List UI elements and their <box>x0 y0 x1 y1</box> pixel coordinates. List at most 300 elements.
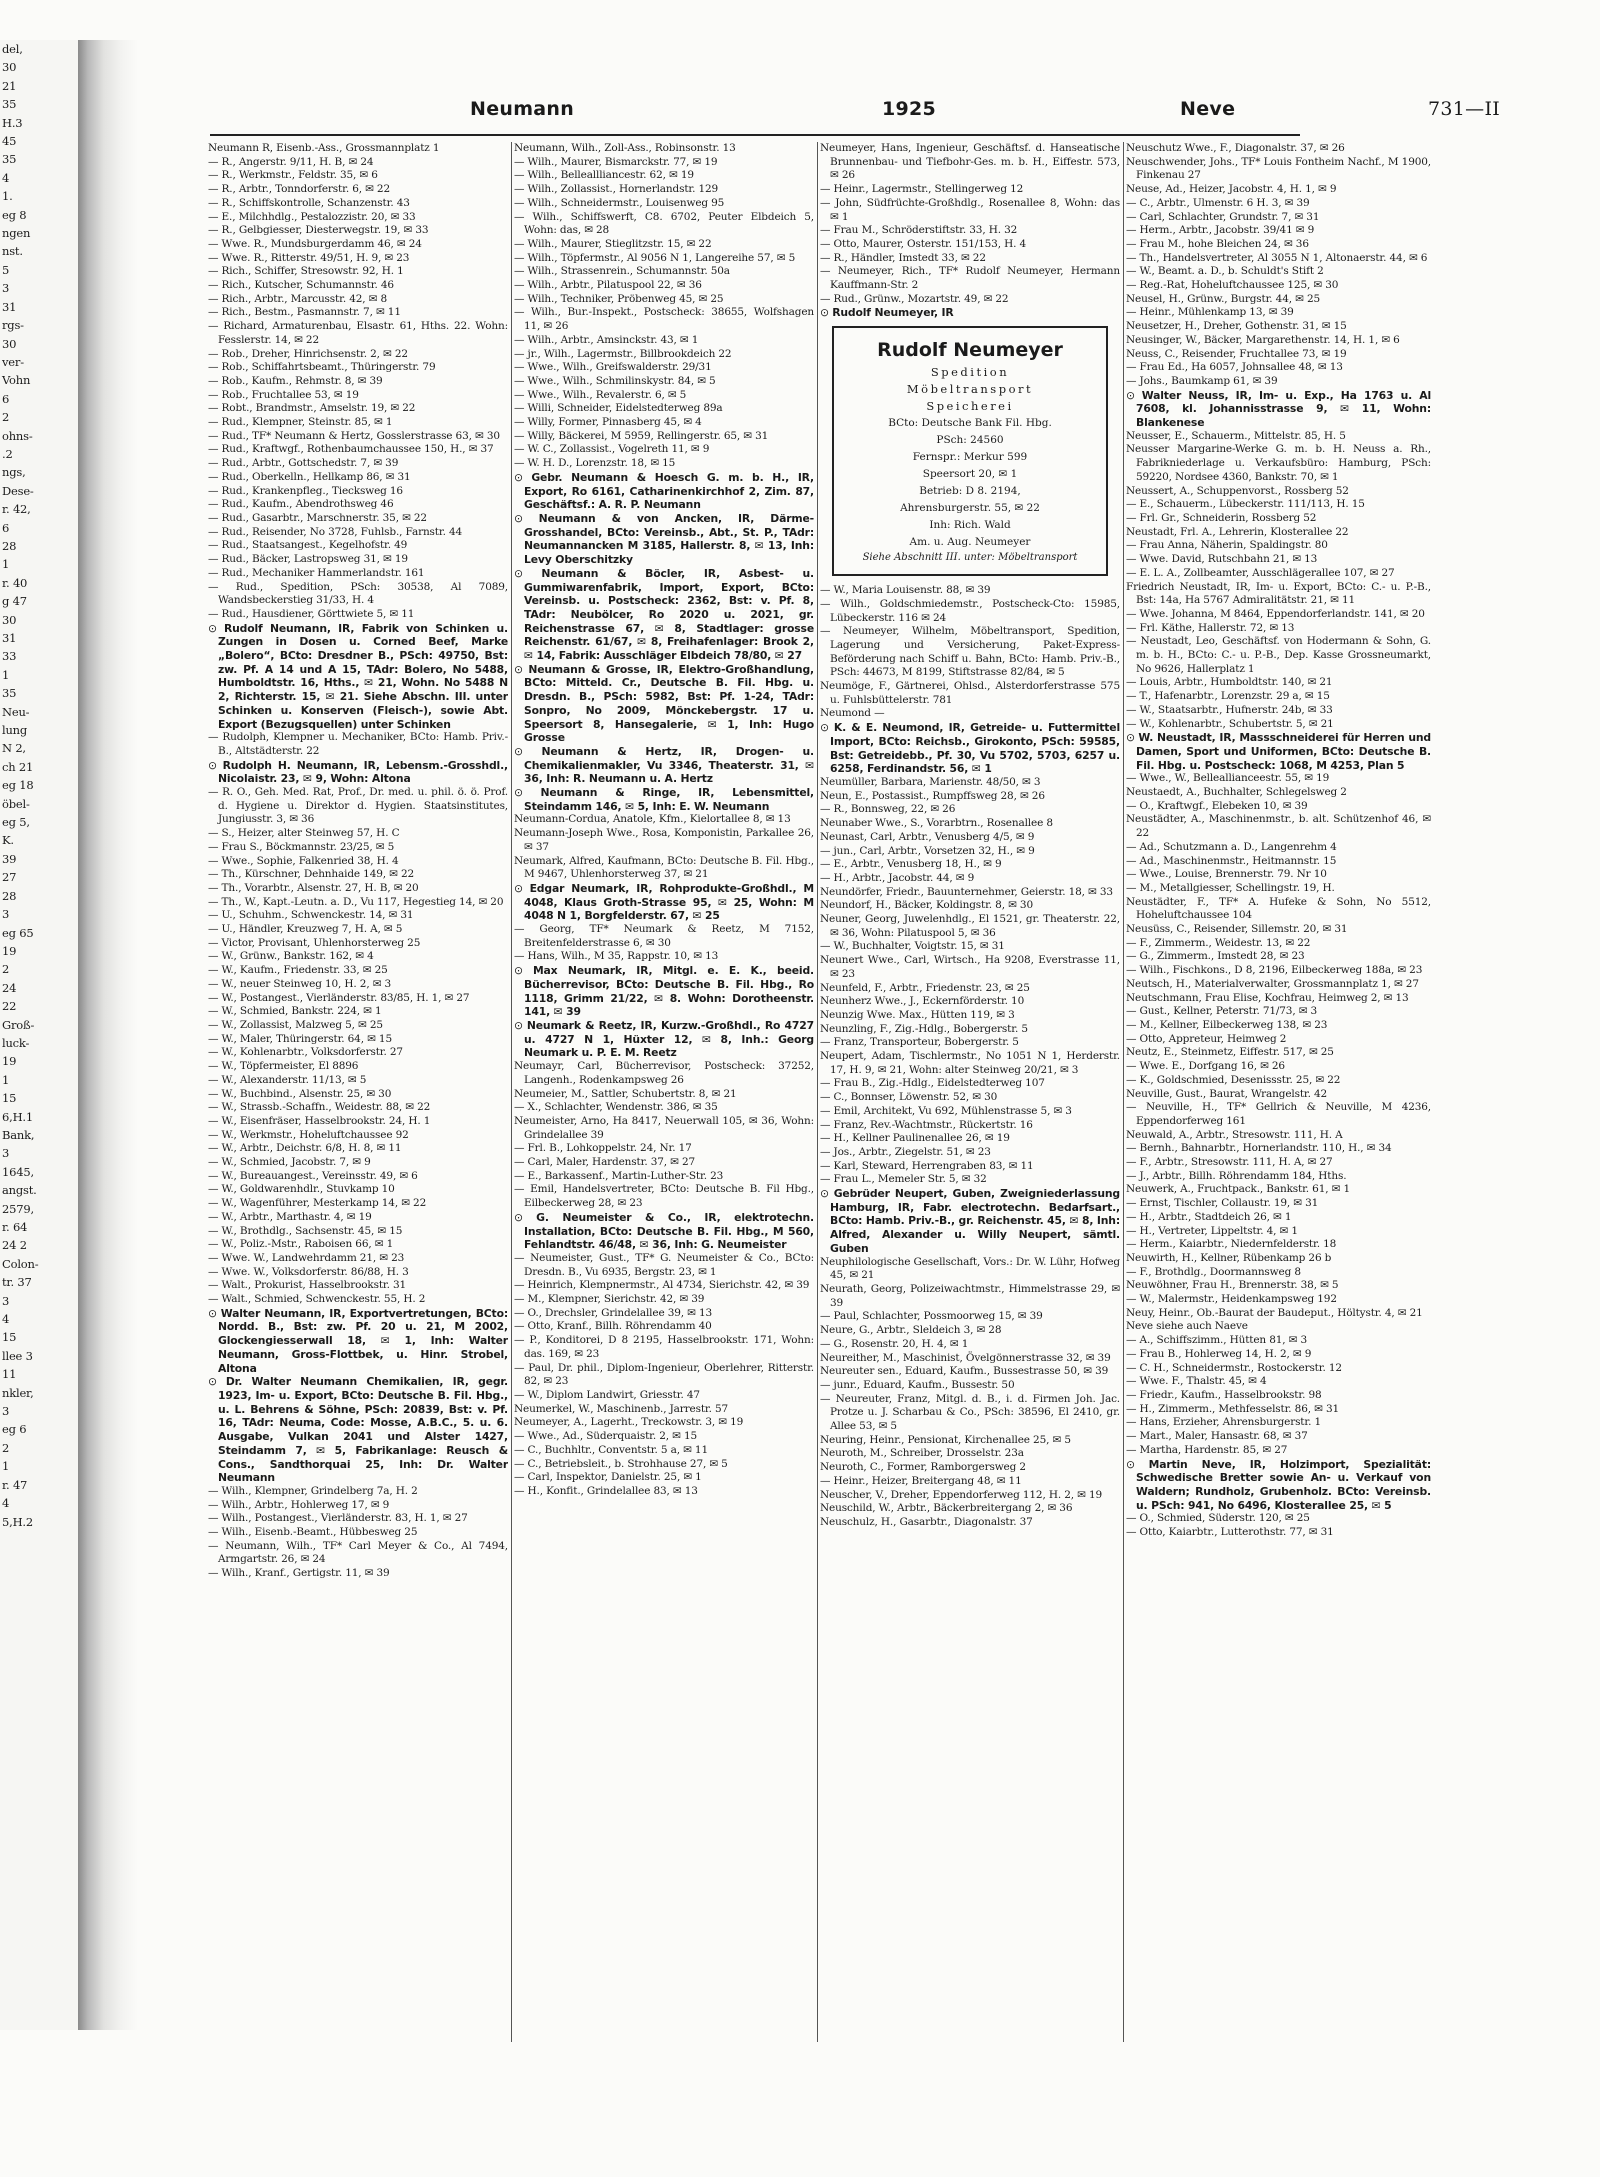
directory-entry: — Wwe., Wilh., Greifswalderstr. 29/31 <box>514 361 712 374</box>
directory-entry: — Otto, Appreteur, Heimweg 2 <box>1126 1032 1287 1045</box>
directory-entry: — R., Schiffskontrolle, Schanzenstr. 43 <box>208 196 410 209</box>
directory-entry: — Heinr., Mühlenkamp 13, ✉ 39 <box>1126 306 1294 319</box>
previous-page-fragment: 5,H.2 <box>2 1514 33 1529</box>
directory-entry: Neustädter, F., TF* A. Hufeke & Sohn, No 5512, Hoheluftchaussee 104 <box>1126 895 1431 922</box>
previous-page-fragment: r. 47 <box>2 1477 28 1492</box>
directory-entry: — Wilh., Maurer, Stieglitzstr. 15, ✉ 22 <box>514 237 712 250</box>
directory-entry: — W., Poliz.-Mstr., Raboisen 66, ✉ 1 <box>208 1238 394 1251</box>
directory-entry: — W., Goldwarenhdlr., Stuvkamp 10 <box>208 1183 395 1196</box>
directory-entry: — X., Schlachter, Wendenstr. 386, ✉ 35 <box>514 1101 718 1114</box>
previous-page-fragment: 6,H.1 <box>2 1109 33 1124</box>
directory-entry: Neuring, Heinr., Pensionat, Kirchenallee 25, ✉ 5 <box>820 1433 1071 1446</box>
previous-page-fragment: 19 <box>2 943 17 958</box>
directory-entry: — Wilh., Goldschmiedemstr., Postscheck-Cto: 15985, Lübeckerstr. 116 ✉ 24 <box>820 597 1120 624</box>
directory-entry: Neumann-Joseph Wwe., Rosa, Komponistin, Parkallee 26, ✉ 37 <box>514 827 814 853</box>
directory-entry: — Rich., Arbtr., Marcusstr. 42, ✉ 8 <box>208 292 387 305</box>
directory-entry: — Walt., Schmied, Schwenckestr. 55, H. 2 <box>208 1293 426 1306</box>
directory-column-3 <box>820 142 1120 2062</box>
directory-entry: — Wilh., Belleallliancestr. 62, ✉ 19 <box>514 169 694 182</box>
previous-page-fragment: 2579, <box>2 1201 34 1216</box>
directory-entry: — E., Milchhdlg., Pestalozzistr. 20, ✉ 33 <box>208 210 416 223</box>
directory-entry: — Frau M., hohe Bleichen 24, ✉ 36 <box>1126 237 1309 250</box>
previous-page-fragment: 2 <box>2 962 10 977</box>
directory-entry: Neuwöhner, Frau H., Brennerstr. 38, ✉ 5 <box>1126 1279 1339 1292</box>
directory-entry: — Victor, Provisant, Uhlenhorsterweg 25 <box>208 936 421 949</box>
previous-page-fragment: .2 <box>2 446 13 461</box>
firm-entry: ⊙ W. Neustadt, IR, Massschneiderei für Herren und Damen, Sport und Uniformen, BCto: Deutsche B. Fil. Hbg. u. Postscheck: 1068, M 4253, Plan 5 <box>1126 731 1431 772</box>
previous-page-fragment: 1 <box>2 667 10 682</box>
directory-entry: — Herm., Arbtr., Jacobstr. 39/41 ✉ 9 <box>1126 224 1315 237</box>
previous-page-fragment: eg 8 <box>2 207 27 222</box>
directory-entry: — Wilh., Bur.-Inspekt., Postscheck: 38655, Wolfshagen 11, ✉ 26 <box>514 306 814 333</box>
directory-entry: — C., Bonnser, Löwenstr. 52, ✉ 30 <box>820 1091 998 1104</box>
firm-entry: ⊙ Neumann & Böcler, IR, Asbest- u. Gummiwarenfabrik, Import, Export, BCto: Vereinsb. u. Postscheck: 2362, Bst: v. Pf. 8, TAdr: Neubölcer, Ro 2020 u. 2021, gr. Reichenstrasse 67, ✉ 8, Stadtlager: grosse Reichenstr. 61/67, ✉ 8, Freihafenlager: Brook 2, ✉ 14, Fabrik: Ausschläger Elbdeich 78/80, ✉ 27 <box>514 567 814 663</box>
previous-page-fragment: K. <box>2 833 14 848</box>
directory-entry: — Carl, Inspektor, Danielstr. 25, ✉ 1 <box>514 1471 702 1484</box>
directory-entry: Neusüss, C., Reisender, Sillemstr. 20, ✉ 31 <box>1126 923 1348 936</box>
directory-entry: — W., Diplom Landwirt, Griesstr. 47 <box>514 1388 700 1401</box>
directory-entry: — Th., Handelsvertreter, Al 3055 N 1, Altonaerstr. 44, ✉ 6 <box>1126 251 1428 264</box>
header-rule <box>210 134 1300 136</box>
directory-entry: Neustadt, Frl. A., Lehrerin, Klosterallee 22 <box>1126 525 1349 538</box>
previous-page-fragment: r. 64 <box>2 1220 28 1234</box>
directory-entry: — C., Buchhltr., Conventstr. 5 a, ✉ 11 <box>514 1443 708 1456</box>
directory-entry: — Otto, Kaiarbtr., Lutterothstr. 77, ✉ 31 <box>1126 1526 1334 1539</box>
previous-page-fragment: 35 <box>2 686 17 701</box>
directory-entry: Neunherz Wwe., J., Eckernförderstr. 10 <box>820 995 1025 1008</box>
directory-entry: Neumann-Cordua, Anatole, Kfm., Kielortallee 8, ✉ 13 <box>514 813 791 826</box>
directory-entry: — Rudolph, Klempner u. Mechaniker, BCto: Hamb. Priv.-B., Altstädterstr. 22 <box>208 731 508 757</box>
directory-entry: — Rob., Fruchtallee 53, ✉ 19 <box>208 388 359 401</box>
ad-company-name: Rudolf Neumeyer <box>877 339 1063 362</box>
directory-entry: — Wwe. E., Dorfgang 16, ✉ 26 <box>1126 1060 1285 1073</box>
directory-entry: — Paul, Schlachter, Possmoorweg 15, ✉ 39 <box>820 1310 1043 1323</box>
directory-entry: — jun., Carl, Arbtr., Vorsetzen 32, H., ✉ 9 <box>820 844 1035 857</box>
previous-page-fragment: ohns- <box>2 428 33 443</box>
directory-entry: Neumark, Alfred, Kaufmann, BCto: Deutsche B. Fil. Hbg., M 9467, Uhlenhorsterweg 37, ✉ 21 <box>514 854 814 881</box>
ad-note: Siehe Abschnitt III. unter: Möbeltransport <box>862 552 1078 564</box>
directory-entry: Neunzig Wwe. Max., Hütten 119, ✉ 3 <box>820 1008 1015 1021</box>
previous-page-fragment: ch 21 <box>2 759 34 774</box>
directory-entry: Neustaedt, A., Buchhalter, Schlegelsweg 2 <box>1126 786 1347 799</box>
directory-entry: Neusser, E., Schauerm., Mittelstr. 85, H. 5 <box>1126 429 1346 442</box>
firm-entry: ⊙ Max Neumark, IR, Mitgl. e. E. K., beeid. Bücherrevisor, BCto: Deutsche B. Fil. Hbg., Ro 1118, Grimm 21/22, ✉ 8. Wohn: Dorotheenstr. 141, ✉ 39 <box>514 964 814 1019</box>
directory-page <box>140 40 1585 2120</box>
directory-entry: — W., Zollassist, Malzweg 5, ✉ 25 <box>208 1019 383 1031</box>
directory-entry: — U., Schuhm., Schwenckestr. 14, ✉ 31 <box>208 909 414 922</box>
previous-page-fragment: 6 <box>2 520 10 535</box>
directory-entry: — Wilh., Maurer, Bismarckstr. 77, ✉ 19 <box>514 155 718 168</box>
directory-entry: — Rob., Dreher, Hinrichsenstr. 2, ✉ 22 <box>208 347 408 360</box>
directory-entry: — H., Arbtr., Stadtdeich 26, ✉ 1 <box>1126 1210 1292 1223</box>
directory-entry: — Carl, Schlachter, Grundstr. 7, ✉ 31 <box>1126 210 1320 223</box>
directory-entry: — F., Zimmerm., Weidestr. 13, ✉ 22 <box>1126 936 1311 949</box>
directory-entry: — Wilh., Schneidermstr., Louisenweg 95 <box>514 196 725 209</box>
firm-entry: ⊙ Gebrüder Neupert, Guben, Zweigniederlassung Hamburg, IR, Fabr. electrotechn. Bedarfsart., BCto: Hamb. Priv.-B., gr. Reichenstr. 45, ✉ 8, Inh: Alfred, Alexander u. Willy Neupert, sämtl. Guben <box>820 1187 1120 1256</box>
directory-entry: — Neuville, H., TF* Gellrich & Neuville, M 4236, Eppendorferweg 161 <box>1126 1101 1431 1127</box>
previous-page-fragment: 22 <box>2 999 17 1014</box>
directory-entry: Neuy, Heinr., Ob.-Baurat der Baudeput., Höltystr. 4, ✉ 21 <box>1126 1306 1423 1319</box>
directory-entry: — Bernh., Bahnarbtr., Hornerlandstr. 110, H., ✉ 34 <box>1126 1142 1392 1155</box>
previous-page-fragment: 4 <box>2 1312 10 1327</box>
previous-page-fragment: del, <box>2 42 23 56</box>
directory-entry: — Frl. B., Lohkoppelstr. 24, Nr. 17 <box>514 1142 692 1155</box>
directory-entry: — Frl. Gr., Schneiderin, Rossberg 52 <box>1126 511 1317 524</box>
directory-entry: — Wwe. W., Landwehrdamm 21, ✉ 23 <box>208 1251 405 1264</box>
directory-entry: — jr., Wilh., Lagermstr., Billbrookdeich 22 <box>514 347 732 360</box>
directory-entry: Neustädter, A., Maschinenmstr., b. alt. Schützenhof 46, ✉ 22 <box>1126 813 1431 840</box>
previous-page-fragment: 28 <box>2 538 17 553</box>
previous-page-fragment: 3 <box>2 1146 10 1161</box>
directory-entry: — W., Strassb.-Schaffn., Weidestr. 88, ✉ 22 <box>208 1101 431 1114</box>
directory-entry: Neumann, Wilh., Zoll-Ass., Robinsonstr. 13 <box>514 142 736 154</box>
directory-entry: — Wwe. F., Thalstr. 45, ✉ 4 <box>1126 1375 1267 1388</box>
directory-entry: — Th., Kürschner, Dehnhaide 149, ✉ 22 <box>208 868 415 881</box>
previous-page-fragment: 4 <box>2 1496 10 1511</box>
directory-entry: Neure, G., Arbtr., Sleldeich 3, ✉ 28 <box>820 1324 1002 1337</box>
directory-entry: — Heinr., Lagermstr., Stellingerweg 12 <box>820 183 1024 196</box>
firm-entry: ⊙ Walter Neuss, IR, Im- u. Exp., Ha 1763 u. Al 7608, kl. Johannisstrasse 9, ✉ 11, Wohn: Blankenese <box>1126 389 1431 430</box>
previous-page-edge <box>0 40 79 2030</box>
firm-entry: ⊙ Rudolph H. Neumann, IR, Lebensm.-Grosshdl., Nicolaistr. 23, ✉ 9, Wohn: Altona <box>208 759 508 786</box>
directory-entry: Neumond — <box>820 707 885 720</box>
directory-entry: — Wwe. R., Ritterstr. 49/51, H. 9, ✉ 23 <box>208 251 410 264</box>
previous-page-fragment: ngs, <box>2 465 26 480</box>
previous-page-fragment: g 47 <box>2 594 27 609</box>
directory-entry: — Neumeyer, Rich., TF* Rudolf Neumeyer, Hermann Kauffmann-Str. 2 <box>820 265 1120 292</box>
directory-entry: — J., Arbtr., Billh. Röhrendamm 184, Hths. <box>1126 1169 1347 1182</box>
directory-entry: — Wwe. R., Mundsburgerdamm 46, ✉ 24 <box>208 237 422 250</box>
directory-entry: Neumöge, F., Gärtnerei, Ohlsd., Alsterdorferstrasse 575 u. Fuhlsbüttelerstr. 781 <box>820 680 1120 706</box>
directory-entry: Neussert, A., Schuppenvorst., Rossberg 52 <box>1126 484 1349 497</box>
directory-entry: — Willi, Schneider, Eidelstedterweg 89a <box>514 402 723 415</box>
directory-entry: Neumeyer, A., Lagerht., Treckowstr. 3, ✉ 19 <box>514 1416 744 1429</box>
directory-entry: — Frau S., Böckmannstr. 23/25, ✉ 5 <box>208 840 395 853</box>
firm-entry: ⊙ Neumann & Ringe, IR, Lebensmittel, Steindamm 146, ✉ 5, Inh: E. W. Neumann <box>514 786 814 813</box>
directory-entry: — Frau M., Schröderstiftstr. 33, H. 32 <box>820 224 1018 237</box>
ad-location: Am. u. Aug. Neumeyer <box>909 536 1031 549</box>
directory-entry: — Wwe., Ad., Süderquaistr. 2, ✉ 15 <box>514 1430 698 1443</box>
firm-entry: ⊙ Rudolf Neumeyer, IR <box>820 306 1120 320</box>
directory-entry: Neuschwender, Johs., TF* Louis Fontheim Nachf., M 1900, Finkenau 27 <box>1126 155 1431 182</box>
directory-entry: — Willy, Bäckerei, M 5959, Rellingerstr. 65, ✉ 31 <box>514 429 769 442</box>
directory-entry: Neun, E., Postassist., Rumpffsweg 28, ✉ 26 <box>820 789 1045 802</box>
previous-page-fragment: öbel- <box>2 796 30 811</box>
directory-entry: — Gust., Kellner, Peterstr. 71/73, ✉ 3 <box>1126 1005 1318 1018</box>
directory-entry: — W., Schmied, Bankstr. 224, ✉ 1 <box>208 1005 382 1018</box>
directory-entry: — W., Kohlenarbtr., Volksdorferstr. 27 <box>208 1046 403 1059</box>
directory-entry: — R., Angerstr. 9/11, H. B, ✉ 24 <box>208 155 374 168</box>
previous-page-fragment: N 2, <box>2 741 26 756</box>
directory-entry: — W., Arbtr., Deichstr. 6/8, H. 8, ✉ 11 <box>208 1142 402 1155</box>
directory-entry: — Neureuter, Franz, Mitgl. d. B., i. d. Firmen Joh. Jac. Protze u. J. Scharbau & Co., PSch: 38596, El 2410, gr. Allee 53, ✉ 5 <box>820 1392 1120 1433</box>
previous-page-fragment: eg 5, <box>2 815 30 830</box>
directory-entry: — H., Vertreter, Lippeltstr. 4, ✉ 1 <box>1126 1224 1298 1237</box>
directory-entry: — M., Klempner, Sierichstr. 42, ✉ 39 <box>514 1293 705 1306</box>
previous-page-fragment: 19 <box>2 1054 17 1069</box>
previous-page-fragment: llee 3 <box>2 1348 33 1363</box>
previous-page-fragment: 24 <box>2 980 17 995</box>
firm-entry: ⊙ Walter Neumann, IR, Exportvertretungen, BCto: Nordd. B., Bst: zw. Pf. 20 u. 21, M 2002, Glockengiesserwall 18, ✉ 1, Inh: Walter Neumann, Gross-Flottbek, u. Hinr. Strobel, Altona <box>208 1307 508 1376</box>
directory-entry: Neuse, Ad., Heizer, Jacobstr. 4, H. 1, ✉ 9 <box>1126 183 1337 196</box>
previous-page-fragment: eg 6 <box>2 1422 27 1437</box>
directory-entry: — U., Händler, Kreuzweg 7, H. A, ✉ 5 <box>208 923 403 936</box>
firm-entry: ⊙ Martin Neve, IR, Holzimport, Spezialität: Schwedische Bretter sowie An- u. Verkauf von Waldern; Rundholz, Grubenholz. BCto: Vereinsb. u. PSch: 941, No 6496, Klosterallee 25, ✉ 5 <box>1126 1458 1431 1513</box>
directory-entry: — R. O., Geh. Med. Rat, Prof., Dr. med. u. phil. ö. ö. Prof. d. Hygiene u. Direktor d. Hygien. Staatsinstitutes, Jungiusstr. 3, ✉ 36 <box>208 786 508 826</box>
column-divider <box>1123 142 1124 2042</box>
directory-entry: — junr., Eduard, Kaufm., Bussestr. 50 <box>820 1378 1015 1391</box>
firm-entry: ⊙ Neumann & Grosse, IR, Elektro-Großhandlung, BCto: Mitteld. Cr., Deutsche B. Fil. Hbg. u. Dresdn. B., PSch: 5982, Bst: Pf. 1-24, TAdr: Sonpro, No 2009, Mönckebergstr. 17 u. Speersort 8, Hansegalerie, ✉ 1, Inh: Hugo Grosse <box>514 663 814 745</box>
directory-entry: — Herm., Kaiarbtr., Niedernfelderstr. 18 <box>1126 1238 1337 1251</box>
previous-page-fragment: 1 <box>2 1072 10 1087</box>
directory-entry: Neuwirth, H., Kellner, Rübenkamp 26 b <box>1126 1251 1332 1264</box>
directory-entry: — Richard, Armaturenbau, Elsastr. 61, Hths. 22. Wohn: Fesslerstr. 14, ✉ 22 <box>208 320 508 346</box>
directory-entry: — W., Wagenführer, Mesterkamp 14, ✉ 22 <box>208 1197 427 1210</box>
running-head-right: Neve <box>1180 98 1236 120</box>
directory-entry: — Ad., Schutzmann a. D., Langenrehm 4 <box>1126 840 1337 853</box>
ad-betrieb: Betrieb: D 8. 2194, <box>919 485 1021 498</box>
directory-entry: — R., Werkmstr., Feldstr. 35, ✉ 6 <box>208 169 378 182</box>
directory-entry: — Rud., Klempner, Steinstr. 85, ✉ 1 <box>208 416 393 429</box>
directory-entry: — Martha, Hardenstr. 85, ✉ 27 <box>1126 1443 1288 1456</box>
directory-entry: Neumeyer, Hans, Ingenieur, Geschäftsf. d. Hanseatische Brunnenbau- und Tiefbohr-Ges. m. b. H., Eiffestr. 573, ✉ 26 <box>820 142 1120 182</box>
directory-entry: — Wwe., W., Belleallianceestr. 55, ✉ 19 <box>1126 772 1330 785</box>
directory-entry: Neuroth, C., Former, Ramborgersweg 2 <box>820 1461 1026 1474</box>
directory-entry: Neusinger, W., Bäcker, Margarethenstr. 14, H. 1, ✉ 6 <box>1126 333 1400 346</box>
directory-entry: — Wilh., Kranf., Gertigstr. 11, ✉ 39 <box>208 1567 390 1580</box>
previous-page-fragment: Colon- <box>2 1256 39 1271</box>
directory-entry: — Carl, Maler, Hardenstr. 37, ✉ 27 <box>514 1156 696 1169</box>
directory-entry: Neuscher, V., Dreher, Eppendorferweg 112, H. 2, ✉ 19 <box>820 1488 1103 1501</box>
directory-entry: — S., Heizer, alter Steinweg 57, H. C <box>208 827 400 840</box>
directory-entry: — W., Kaufm., Friedenstr. 33, ✉ 25 <box>208 964 388 977</box>
directory-entry: — Rud., Mechaniker Hammerlandstr. 161 <box>208 566 425 579</box>
directory-entry: Neuroth, M., Schreiber, Drosselstr. 23a <box>820 1447 1024 1460</box>
directory-entry: — Rud., Gasarbtr., Marschnerstr. 35, ✉ 22 <box>208 511 427 524</box>
directory-entry: — Neumann, Wilh., TF* Carl Meyer & Co., Al 7494, Armgartstr. 26, ✉ 24 <box>208 1539 508 1566</box>
directory-entry: — W., Staatsarbtr., Hufnerstr. 24b, ✉ 33 <box>1126 703 1333 716</box>
directory-entry: Neuner, Georg, Juwelenhdlg., El 1521, gr. Theaterstr. 22, ✉ 36, Wohn: Pilatuspool 5, ✉ 36 <box>820 913 1120 939</box>
directory-entry: Neuschild, W., Arbtr., Bäckerbreitergang 2, ✉ 36 <box>820 1502 1073 1515</box>
directory-entry: Neuschulz, H., Gasarbtr., Diagonalstr. 37 <box>820 1515 1033 1528</box>
directory-entry: — R., Händler, Imstedt 33, ✉ 22 <box>820 251 986 264</box>
directory-entry: — W., neuer Steinweg 10, H. 2, ✉ 3 <box>208 977 392 990</box>
directory-entry: — Th., Vorarbtr., Alsenstr. 27, H. B, ✉ 20 <box>208 881 419 894</box>
previous-page-fragment: 4 <box>2 170 10 185</box>
firm-entry: ⊙ Gebr. Neumann & Hoesch G. m. b. H., IR, Export, Ro 6161, Catharinenkirchhof 2, Zim. 87, Geschäftsf.: A. R. P. Neumann <box>514 471 814 512</box>
directory-entry: — Rud., Staatsangest., Kegelhofstr. 49 <box>208 539 408 552</box>
directory-entry: — Wwe., Wilh., Schmilinskystr. 84, ✉ 5 <box>514 374 716 387</box>
directory-entry: — Heinrich, Klempnermstr., Al 4734, Sierichstr. 42, ✉ 39 <box>514 1279 810 1292</box>
previous-page-fragment: 35 <box>2 152 17 167</box>
directory-entry: — C., Betriebsleit., b. Strohhause 27, ✉ 5 <box>514 1457 728 1470</box>
directory-entry: — Rob., Kaufm., Rehmstr. 8, ✉ 39 <box>208 374 383 387</box>
directory-entry: — W., Postangest., Vierländerstr. 83/85, H. 1, ✉ 27 <box>208 991 470 1004</box>
directory-entry: — Jos., Arbtr., Ziegelstr. 51, ✉ 23 <box>820 1145 991 1158</box>
directory-entry: — Mart., Maler, Hansastr. 68, ✉ 37 <box>1126 1430 1308 1443</box>
directory-entry: — Wilh., Strassenrein., Schumannstr. 50a <box>514 265 730 278</box>
directory-entry: — Wilh., Arbtr., Amsinckstr. 43, ✉ 1 <box>514 333 699 346</box>
directory-entry: — Rich., Kutscher, Schumannstr. 46 <box>208 279 394 292</box>
directory-entry: Neusetzer, H., Dreher, Gothenstr. 31, ✉ 15 <box>1126 320 1347 333</box>
directory-entry: — Ad., Maschinenmstr., Heitmannstr. 15 <box>1126 854 1337 867</box>
directory-entry: — Wwe., Louise, Brennerstr. 79. Nr 10 <box>1126 868 1327 881</box>
ad-postscheck: PSch: 24560 <box>936 434 1004 447</box>
directory-entry: Neumüller, Barbara, Marienstr. 48/50, ✉ 3 <box>820 775 1041 788</box>
directory-entry: — A., Schiffszimm., Hütten 81, ✉ 3 <box>1126 1334 1308 1347</box>
directory-entry: — Wwe., Sophie, Falkenried 38, H. 4 <box>208 854 399 867</box>
directory-entry: — Neumeyer, Wilhelm, Möbeltransport, Spedition, Lagerung und Versicherung, Paket-Express-Beförderung nach Schiff u. Bahn, BCto: Hamb. Priv.-B., PSch: 44673, M 8199, Stiftstrasse 82/84, ✉ 5 <box>820 625 1120 679</box>
directory-entry: — Willy, Former, Pinnasberg 45, ✉ 4 <box>514 416 702 429</box>
column-divider <box>511 142 512 2042</box>
ad-service: Spedition <box>930 365 1010 380</box>
previous-page-fragment: Neu- <box>2 704 30 719</box>
directory-entry: Neutz, E., Steinmetz, Eiffestr. 517, ✉ 25 <box>1126 1046 1334 1059</box>
directory-entry: — W., Eisenfräser, Hasselbrookstr. 24, H. 1 <box>208 1114 431 1127</box>
directory-entry: Neuschutz Wwe., F., Diagonalstr. 37, ✉ 26 <box>1126 142 1345 154</box>
directory-entry: — Wilh., Arbtr., Hohlerweg 17, ✉ 9 <box>208 1498 390 1511</box>
directory-entry: — M., Kellner, Eilbeckerweg 138, ✉ 23 <box>1126 1019 1328 1031</box>
directory-entry: Neundörfer, Friedr., Bauunternehmer, Geierstr. 18, ✉ 33 <box>820 885 1113 898</box>
previous-page-fragment: Bank, <box>2 1127 35 1142</box>
previous-page-fragment: 1. <box>2 189 13 204</box>
directory-entry: — W., Brothdlg., Sachsenstr. 45, ✉ 15 <box>208 1224 403 1237</box>
firm-entry: ⊙ Neumann & von Ancken, IR, Därme-Grosshandel, BCto: Vereinsb., Abt., St. P., TAdr: Neumannancken M 3185, Hallerstr. 8, ✉ 13, Inh: Levy Oberschitzky <box>514 512 814 567</box>
directory-entry: — Rud., Spedition, PSch: 30538, Al 7089, Wandsbeckerstieg 31/33, H. 4 <box>208 580 508 607</box>
directory-entry: — Neustadt, Leo, Geschäftsf. von Hodermann & Sohn, G. m. b. H., BCto: C.- u. P.-B., Dep. Kasse Grossneumarkt, No 9626, Hallerplatz 1 <box>1126 635 1431 675</box>
ad-owner: Inh: Rich. Wald <box>929 519 1011 532</box>
previous-page-fragment: H.3 <box>2 115 23 130</box>
directory-entry: Neuwerk, A., Fruchtpack., Bankstr. 61, ✉ 1 <box>1126 1183 1350 1196</box>
directory-entry: — Rud., TF* Neumann & Hertz, Gosslerstrasse 63, ✉ 30 <box>208 429 500 442</box>
directory-entry: — Frl. Käthe, Hallerstr. 72, ✉ 13 <box>1126 621 1295 634</box>
previous-page-fragment: nst. <box>2 244 23 259</box>
directory-entry: — O., Schmied, Süderstr. 120, ✉ 25 <box>1126 1512 1310 1525</box>
directory-entry: — Frau Anna, Näherin, Spaldingstr. 80 <box>1126 539 1328 552</box>
directory-entry: — W., Töpfermeister, El 8896 <box>208 1060 359 1073</box>
previous-page-fragment: 1645, <box>2 1164 34 1179</box>
directory-entry: — H., Arbtr., Jacobstr. 44, ✉ 9 <box>820 871 975 884</box>
firm-entry: ⊙ Neumann & Hertz, IR, Drogen- u. Chemikalienmakler, Vu 3346, Theaterstr. 31, ✉ 36, Inh: R. Neumann u. A. Hertz <box>514 745 814 786</box>
page-number: 731—II <box>1428 98 1501 120</box>
previous-page-fragment: r. 40 <box>2 575 28 590</box>
directory-entry: — W., Maler, Thüringerstr. 64, ✉ 15 <box>208 1032 392 1045</box>
previous-page-fragment: angst. <box>2 1183 37 1198</box>
directory-entry: — Otto, Maurer, Osterstr. 151/153, H. 4 <box>820 237 1026 250</box>
directory-entry: Neupert, Adam, Tischlermstr., No 1051 N 1, Herderstr. 17, H. 9, ✉ 21, Wohn: alter Steinweg 20/21, ✉ 3 <box>820 1050 1120 1076</box>
ad-phone-address: Speersort 20, ✉ 1 <box>922 468 1018 481</box>
directory-entry: — Rich., Bestm., Pasmannstr. 7, ✉ 11 <box>208 306 401 319</box>
directory-entry: — Wwe., Wilh., Revalerstr. 6, ✉ 5 <box>514 388 687 401</box>
ad-service: Speicherei <box>926 399 1014 414</box>
directory-entry: — W., Kohlenarbtr., Schubertstr. 5, ✉ 21 <box>1126 717 1334 730</box>
previous-page-fragment: 3 <box>2 1293 10 1308</box>
directory-entry: — Wilh., Techniker, Pröbenweg 45, ✉ 25 <box>514 292 724 305</box>
firm-entry: ⊙ Rudolf Neumann, IR, Fabrik von Schinken u. Zungen in Dosen u. Corned Beef, Marke „Bolero“, BCto: Dresdner B., PSch: 49750, Bst: zw. Pf. A 14 und A 15, TAdr: Bolero, No 5488, Humboldtstr. 16, Hths., ✉ 21, Wohn. No 5488 N 2, Richterstr. 15, ✉ 21. Siehe Abschn. III. unter Schinken u. Konserven (Fleisch-), sowie Abt. Export (Bezugsquellen) unter Schinken <box>208 622 508 732</box>
directory-entry: Neuville, Gust., Baurat, Wrangelstr. 42 <box>1126 1087 1328 1100</box>
previous-page-fragment: eg 18 <box>2 778 34 793</box>
previous-page-fragment: 3 <box>2 281 10 296</box>
directory-entry: — Rud., Krankenpfleg., Tiecksweg 16 <box>208 484 403 497</box>
directory-entry: Neuwald, A., Arbtr., Stresowstr. 111, H. A <box>1126 1128 1343 1141</box>
directory-entry: — Frau B., Hohlerweg 14, H. 2, ✉ 9 <box>1126 1347 1312 1360</box>
directory-entry: — G., Zimmerm., Imstedt 28, ✉ 23 <box>1126 950 1305 963</box>
directory-entry: Neunaber Wwe., S., Vorarbtrn., Rosenallee 8 <box>820 817 1053 830</box>
directory-entry: — Georg, TF* Neumark & Reetz, M 7152, Breitenfelderstrasse 6, ✉ 30 <box>514 923 814 949</box>
previous-page-fragment: 31 <box>2 299 17 314</box>
directory-entry: — W., Werkmstr., Hoheluftchaussee 92 <box>208 1128 409 1141</box>
previous-page-fragment: 39 <box>2 851 17 866</box>
directory-entry: — John, Südfrüchte-Großhdlg., Rosenallee 8, Wohn: das ✉ 1 <box>820 196 1120 223</box>
directory-entry: Neusel, H., Grünw., Burgstr. 44, ✉ 25 <box>1126 292 1321 305</box>
previous-page-fragment: ver- <box>2 354 24 369</box>
directory-entry: — M., Metallgiesser, Schellingstr. 19, H. <box>1126 881 1335 894</box>
directory-entry: — Walt., Prokurist, Hasselbrookstr. 31 <box>208 1279 407 1292</box>
directory-entry: — W., Buchbind., Alsenstr. 25, ✉ 30 <box>208 1087 392 1100</box>
directory-entry: — Wwe. David, Rutschbahn 21, ✉ 13 <box>1126 553 1318 566</box>
previous-page-fragment: rgs- <box>2 318 24 333</box>
directory-entry: Friedrich Neustadt, IR, Im- u. Export, BCto: C.- u. P.-B., Bst: 14a, Ha 5767 Admiralitätstr. 21, ✉ 11 <box>1126 580 1431 607</box>
directory-entry: — Rud., Bäcker, Lastropsweg 31, ✉ 19 <box>208 553 408 566</box>
previous-page-fragment: 31 <box>2 631 17 645</box>
book-gutter <box>78 40 138 2030</box>
previous-page-fragment: 28 <box>2 888 17 903</box>
directory-entry: Neumerkel, W., Maschinenb., Jarrestr. 57 <box>514 1402 729 1415</box>
directory-entry: Neve siehe auch Naeve <box>1126 1320 1248 1333</box>
directory-entry: — Rob., Schiffahrtsbeamt., Thüringerstr. 79 <box>208 361 436 374</box>
directory-entry: — Wilh., Arbtr., Pilatuspool 22, ✉ 36 <box>514 279 702 292</box>
page-header <box>210 98 1565 138</box>
directory-entry: — Wilh., Fischkons., D 8, 2196, Eilbeckerweg 188a, ✉ 23 <box>1126 964 1423 977</box>
directory-entry: Neundorf, H., Bäcker, Koldingstr. 8, ✉ 30 <box>820 899 1033 912</box>
directory-entry: — W. C., Zollassist., Vogelreth 11, ✉ 9 <box>514 443 710 456</box>
firm-entry: ⊙ Neumark & Reetz, IR, Kurzw.-Großhdl., Ro 4727 u. 4727 N 1, Hüxter 12, ✉ 8, Inh.: Georg Neumark u. P. E. M. Reetz <box>514 1019 814 1060</box>
column-divider <box>817 142 818 2042</box>
directory-entry: — E., Barkassenf., Martin-Luther-Str. 23 <box>514 1169 724 1182</box>
directory-entry: — T., Hafenarbtr., Lorenzstr. 29 a, ✉ 15 <box>1126 690 1330 703</box>
previous-page-fragment: 5 <box>2 262 10 277</box>
directory-entry: — Wilh., Eisenb.-Beamt., Hübbesweg 25 <box>208 1526 418 1539</box>
directory-entry: — C., Arbtr., Ulmenstr. 6 H. 3, ✉ 39 <box>1126 196 1310 209</box>
directory-entry: — G., Rosenstr. 20, H. 4, ✉ 1 <box>820 1337 969 1350</box>
directory-entry: — O., Kraftwgf., Elebeken 10, ✉ 39 <box>1126 799 1308 812</box>
directory-entry: — H., Kellner Paulinenallee 26, ✉ 19 <box>820 1132 1010 1145</box>
directory-entry: — Frau B., Zig.-Hdlg., Eidelstedterweg 107 <box>820 1077 1045 1090</box>
firm-entry: ⊙ Edgar Neumark, IR, Rohprodukte-Großhdl., M 4048, Klaus Groth-Strasse 95, ✉ 25, Wohn: M 4048 N 1, Borgfelderstr. 67, ✉ 25 <box>514 882 814 923</box>
directory-entry: Neunast, Carl, Arbtr., Venusberg 4/5, ✉ 9 <box>820 830 1035 843</box>
directory-column-1 <box>208 142 508 2062</box>
directory-entry: — F., Brothdlg., Doormannsweg 8 <box>1126 1265 1301 1278</box>
directory-entry: — Wilh., Klempner, Grindelberg 7a, H. 2 <box>208 1484 418 1497</box>
directory-entry: — Franz, Transporteur, Bobergerstr. 5 <box>820 1036 1019 1049</box>
directory-entry: — E. L. A., Zollbeamter, Ausschlägerallee 107, ✉ 27 <box>1126 566 1395 579</box>
previous-page-fragment: 30 <box>2 60 17 75</box>
ad-bank: BCto: Deutsche Bank Fil. Hbg. <box>888 417 1052 430</box>
previous-page-fragment: 21 <box>2 78 17 93</box>
directory-entry: Neuphilologische Gesellschaft, Vors.: Dr. W. Lühr, Hofweg 45, ✉ 21 <box>820 1255 1120 1282</box>
directory-entry: — H., Zimmerm., Methfesselstr. 86, ✉ 31 <box>1126 1402 1340 1415</box>
directory-entry: Neureither, M., Maschinist, Övelgönnerstrasse 32, ✉ 39 <box>820 1351 1111 1364</box>
directory-entry: Neumann R, Eisenb.-Ass., Grossmannplatz 1 <box>208 142 440 154</box>
running-head-year: 1925 <box>882 98 937 120</box>
directory-entry: — W., Buchhalter, Voigtstr. 15, ✉ 31 <box>820 940 1005 953</box>
directory-entry: Neureuter sen., Eduard, Kaufm., Bussestrasse 50, ✉ 39 <box>820 1365 1109 1378</box>
directory-entry: — P., Konditorei, D 8 2195, Hasselbrookstr. 171, Wohn: das. 169, ✉ 23 <box>514 1334 814 1360</box>
directory-entry: — W., Arbtr., Marthastr. 4, ✉ 19 <box>208 1210 372 1223</box>
directory-entry: — Heinr., Heizer, Breitergang 48, ✉ 11 <box>820 1474 1022 1487</box>
previous-page-fragment: 15 <box>2 1330 17 1345</box>
directory-entry: — K., Goldschmied, Desenissstr. 25, ✉ 22 <box>1126 1073 1341 1086</box>
